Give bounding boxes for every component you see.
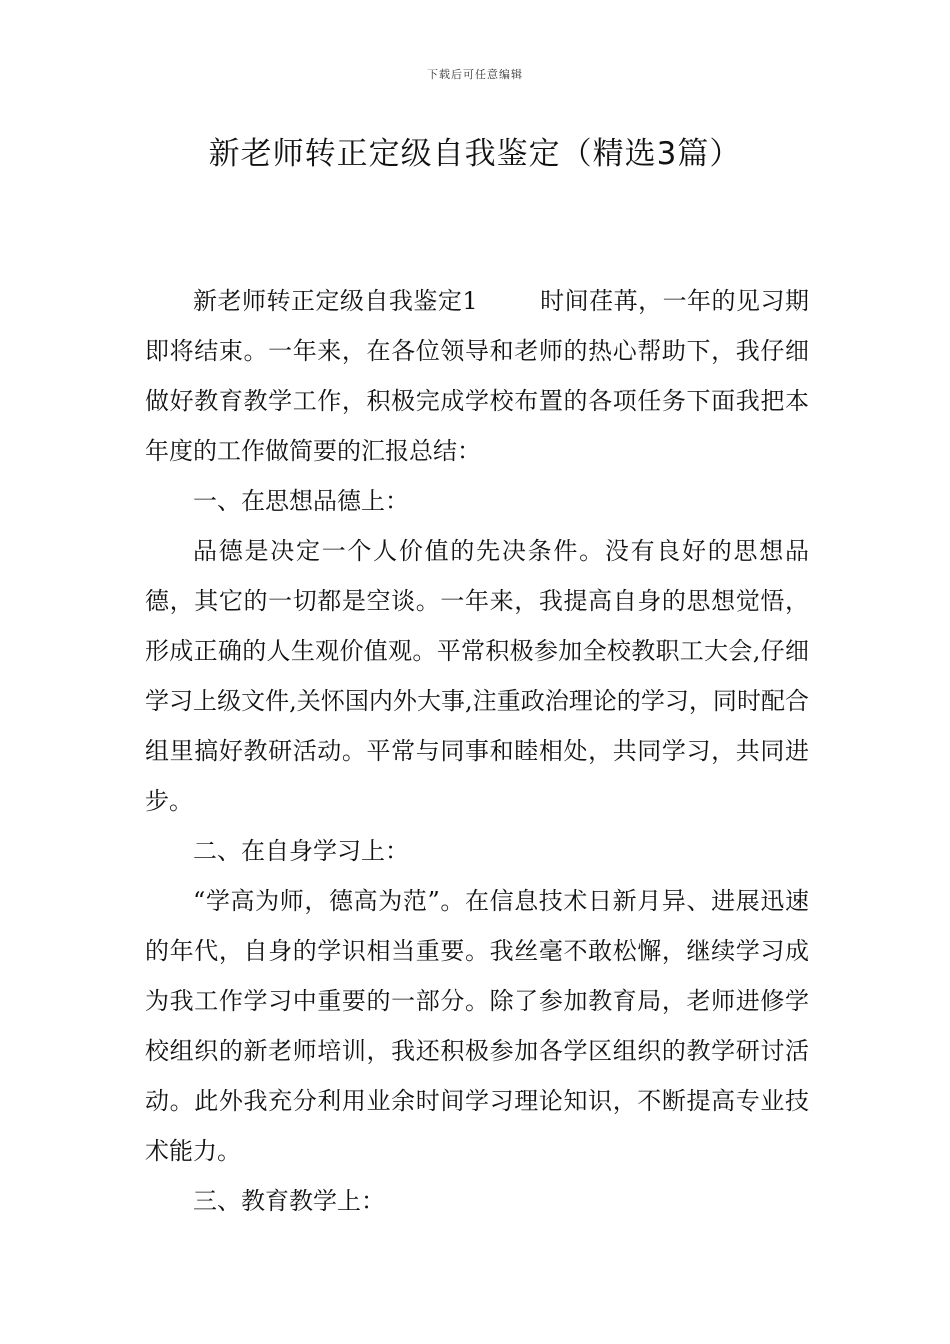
subheading-self-study: 二、在自身学习上：: [193, 837, 409, 865]
section-heading: 新老师转正定级自我鉴定1: [193, 287, 478, 315]
subheading-ideology: 一、在思想品德上：: [193, 487, 409, 515]
document-title: 新老师转正定级自我鉴定（精选3篇）: [208, 136, 742, 172]
paragraph-self-study: “学高为师，德高为范”。在信息技术日新月异、进展迅速的年代，自身的学识相当重要。我丝毫不敢松懈，继续学习成为我工作学习中重要的一部分。除了参加教育局，老师进修学校组织的新老师培训，我还积极参加各学区组织的教学研讨活动。此外我充分利用业余时间学习理论知识，不断提高专业技术能力。: [145, 887, 809, 1165]
subheading-teaching: 三、教育教学上：: [193, 1187, 385, 1215]
intro-text: 时间荏苒，一年的见习期即将结束。一年来，在各位领导和老师的热心帮助下，我仔细做好教育教学工作，积极完成学校布置的各项任务下面我把本年度的工作做简要的汇报总结：: [145, 287, 809, 465]
page-header-note: 下载后可任意编辑: [427, 68, 523, 81]
intro-paragraph: [145, 276, 809, 476]
document-body: [145, 276, 809, 1226]
paragraph-ideology: 品德是决定一个人价值的先决条件。没有良好的思想品德，其它的一切都是空谈。一年来，我提高自身的思想觉悟，形成正确的人生观价值观。平常积极参加全校教职工大会,仔细学习上级文件,关怀国内外大事,注重政治理论的学习，同时配合组里搞好教研活动。平常与同事和睦相处，共同学习，共同进步。: [145, 537, 809, 815]
